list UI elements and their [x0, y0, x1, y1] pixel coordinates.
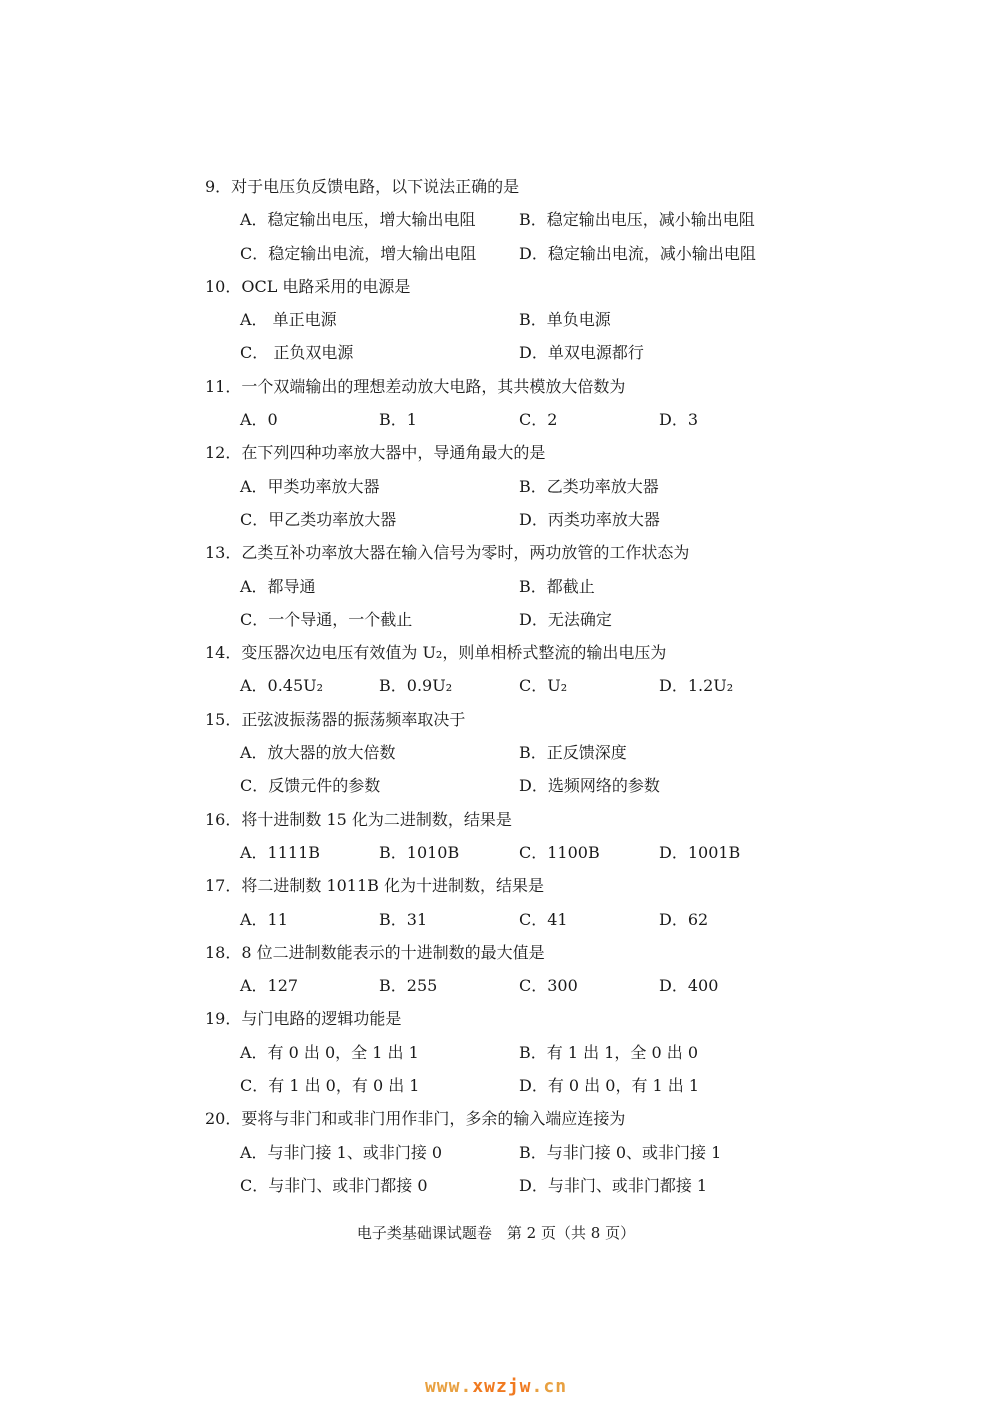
option-a: A．127: [240, 976, 299, 996]
option-b: B．1: [379, 410, 417, 430]
option-row: [0, 1169, 992, 1202]
option-a: A．0: [240, 410, 278, 430]
option-c: C．一个导通，一个截止: [240, 609, 413, 629]
option-row: [0, 570, 992, 603]
option-a: A．放大器的放大倍数: [240, 743, 396, 763]
question-stem: 17．将二进制数 1011B 化为十进制数，结果是: [205, 876, 545, 896]
option-d: D．单双电源都行: [519, 343, 644, 363]
option-b: B．乙类功率放大器: [519, 476, 659, 496]
question-list: [0, 170, 992, 1202]
question-stem: 20．要将与非门和或非门用作非门，多余的输入端应连接为: [205, 1109, 626, 1129]
option-b: B．与非门接 0、或非门接 1: [519, 1142, 722, 1162]
option-row: [0, 203, 992, 236]
option-d: D．无法确定: [519, 609, 612, 629]
option-d: D．稳定输出电流，减小输出电阻: [519, 243, 756, 263]
question-stem: 9．对于电压负反馈电路，以下说法正确的是: [205, 177, 520, 196]
option-d: D．400: [659, 976, 719, 996]
site-watermark: [0, 1376, 992, 1397]
option-row: [0, 303, 992, 336]
option-row: [0, 769, 992, 802]
option-a: A．稳定输出电压，增大输出电阻: [240, 210, 476, 230]
option-c: C．2: [519, 410, 558, 430]
option-b: B．单负电源: [519, 310, 611, 330]
option-c: C．300: [519, 976, 578, 996]
question-stem: 12．在下列四种功率放大器中，导通角最大的是: [205, 443, 546, 463]
option-row: [0, 836, 992, 869]
option-b: B．都截止: [519, 576, 595, 596]
option-d: D．3: [659, 410, 699, 430]
option-row: [0, 736, 992, 769]
option-row: [0, 1036, 992, 1069]
option-d: D．有 0 出 0，有 1 出 1: [519, 1076, 700, 1096]
option-a: A．0.45U₂: [240, 676, 324, 696]
option-d: D．1.2U₂: [659, 676, 734, 696]
option-b: B．255: [379, 976, 438, 996]
option-d: D．62: [659, 909, 709, 929]
option-a: A．1111B: [240, 842, 321, 862]
question-stem: 15．正弦波振荡器的振荡频率取决于: [205, 709, 466, 729]
option-b: B．1010B: [379, 842, 460, 862]
option-c: C． 正负双电源: [240, 343, 354, 363]
option-c: C．与非门、或非门都接 0: [240, 1175, 428, 1195]
question-stem: 16．将十进制数 15 化为二进制数，结果是: [205, 809, 512, 829]
option-d: D．1001B: [659, 842, 741, 862]
question-stem: 11．一个双端输出的理想差动放大电路，其共模放大倍数为: [205, 376, 626, 396]
option-b: B．31: [379, 909, 428, 929]
option-row: [0, 969, 992, 1002]
option-d: D．与非门、或非门都接 1: [519, 1175, 708, 1195]
question-stem: 18．8 位二进制数能表示的十进制数的最大值是: [205, 942, 545, 962]
option-a: A．11: [240, 909, 288, 929]
option-b: B．稳定输出电压，减小输出电阻: [519, 210, 755, 230]
option-b: B．正反馈深度: [519, 743, 627, 763]
option-row: [0, 237, 992, 270]
question-stem: 19．与门电路的逻辑功能是: [205, 1009, 402, 1029]
option-b: B．有 1 出 1，全 0 出 0: [519, 1042, 698, 1062]
option-d: D．丙类功率放大器: [519, 509, 660, 529]
option-c: C．稳定输出电流，增大输出电阻: [240, 243, 477, 263]
watermark-prefix: www.: [424, 1376, 473, 1397]
option-row: [0, 336, 992, 369]
option-row: [0, 903, 992, 936]
option-a: A．甲类功率放大器: [240, 476, 380, 496]
option-row: [0, 1136, 992, 1169]
question-stem: 10．OCL 电路采用的电源是: [205, 276, 411, 296]
watermark-suffix: .cn: [531, 1376, 568, 1397]
option-c: C．甲乙类功率放大器: [240, 509, 397, 529]
option-c: C．U₂: [519, 676, 568, 696]
option-row: [0, 503, 992, 536]
question-stem: 14．变压器次边电压有效值为 U₂，则单相桥式整流的输出电压为: [205, 643, 667, 663]
option-row: [0, 470, 992, 503]
option-row: [0, 403, 992, 436]
option-a: A． 单正电源: [240, 310, 337, 330]
option-c: C．41: [519, 909, 568, 929]
option-row: [0, 669, 992, 702]
option-c: C．反馈元件的参数: [240, 776, 381, 796]
question-stem: 13．乙类互补功率放大器在输入信号为零时，两功放管的工作状态为: [205, 543, 690, 563]
option-row: [0, 1069, 992, 1102]
option-a: A．都导通: [240, 576, 316, 596]
watermark-domain: xwzjw: [472, 1376, 532, 1397]
page-footer: 电子类基础课试题卷 第 2 页（共 8 页）: [356, 1224, 636, 1242]
option-c: C．有 1 出 0，有 0 出 1: [240, 1076, 420, 1096]
option-c: C．1100B: [519, 842, 600, 862]
option-d: D．选频网络的参数: [519, 776, 660, 796]
option-a: A．有 0 出 0，全 1 出 1: [240, 1042, 419, 1062]
option-a: A．与非门接 1、或非门接 0: [240, 1142, 443, 1162]
option-row: [0, 603, 992, 636]
option-b: B．0.9U₂: [379, 676, 453, 696]
